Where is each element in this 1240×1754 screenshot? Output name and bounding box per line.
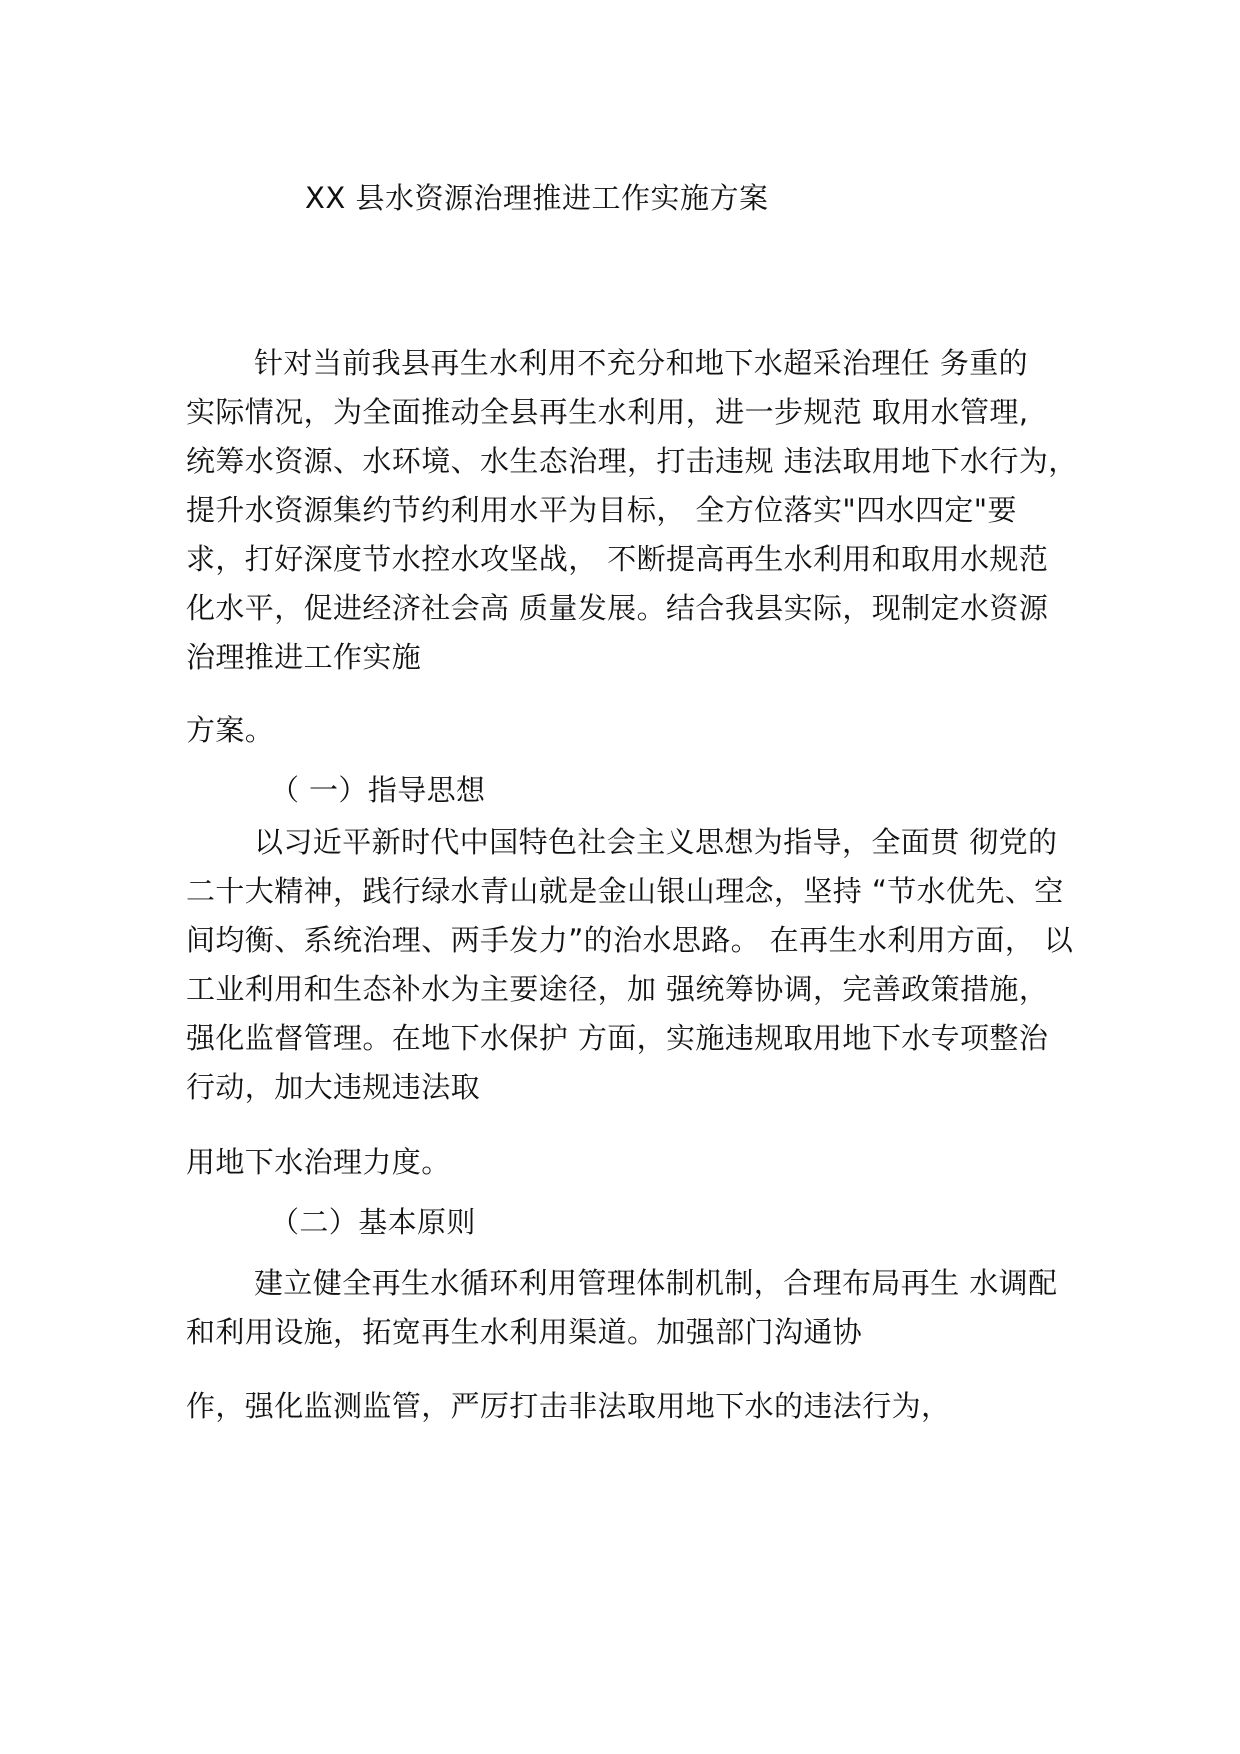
paragraph-line: 作，强化监测监管，严厉打击非法取用地下水的违法行为，: [186, 1389, 951, 1423]
paragraph-line: 针对当前我县再生水利用不充分和地下水超采治理任 务重的: [254, 346, 1029, 380]
paragraph-line: 二十大精神，践行绿水青山就是金山银山理念，坚持 “节水优先、空: [186, 874, 1064, 908]
paragraph-line: 实际情况，为全面推动全县再生水利用，进一步规范 取用水管理,: [186, 395, 1029, 429]
paragraph-line: 工业利用和生态补水为主要途径，加 强统筹协调，完善政策措施，: [186, 972, 1049, 1006]
paragraph-line: 间均衡、系统治理、两手发力”的治水思路。 在再生水利用方面， 以: [186, 923, 1074, 957]
paragraph-line: 治理推进工作实施: [186, 640, 422, 674]
paragraph-line: 和利用设施，拓宽再生水利用渠道。加强部门沟通协: [186, 1315, 863, 1349]
document-title: XX 县水资源治理推进工作实施方案: [305, 181, 769, 215]
section-heading: （二）基本原则: [270, 1205, 476, 1239]
paragraph-line: 统筹水资源、水环境、水生态治理，打击违规 违法取用地下水行为，: [186, 444, 1078, 478]
paragraph-line: 用地下水治理力度。: [186, 1145, 451, 1179]
paragraph-line: 强化监督管理。在地下水保护 方面，实施违规取用地下水专项整治: [186, 1021, 1049, 1055]
paragraph-line: 以习近平新时代中国特色社会主义思想为指导，全面贯 彻党的: [254, 825, 1058, 859]
paragraph-line: 求，打好深度节水控水攻坚战， 不断提高再生水利用和取用水规范: [186, 542, 1049, 576]
paragraph-line: 方案。: [186, 713, 275, 747]
paragraph-line: 建立健全再生水循环利用管理体制机制，合理布局再生 水调配: [254, 1266, 1058, 1300]
paragraph-line: 行动，加大违规违法取: [186, 1070, 481, 1104]
paragraph-line: 提升水资源集约节约利用水平为目标， 全方位落实"四水四定"要: [186, 493, 1017, 527]
paragraph-line: 化水平，促进经济社会高 质量发展。结合我县实际，现制定水资源: [186, 591, 1049, 625]
section-heading: （ 一）指导思想: [270, 773, 486, 807]
